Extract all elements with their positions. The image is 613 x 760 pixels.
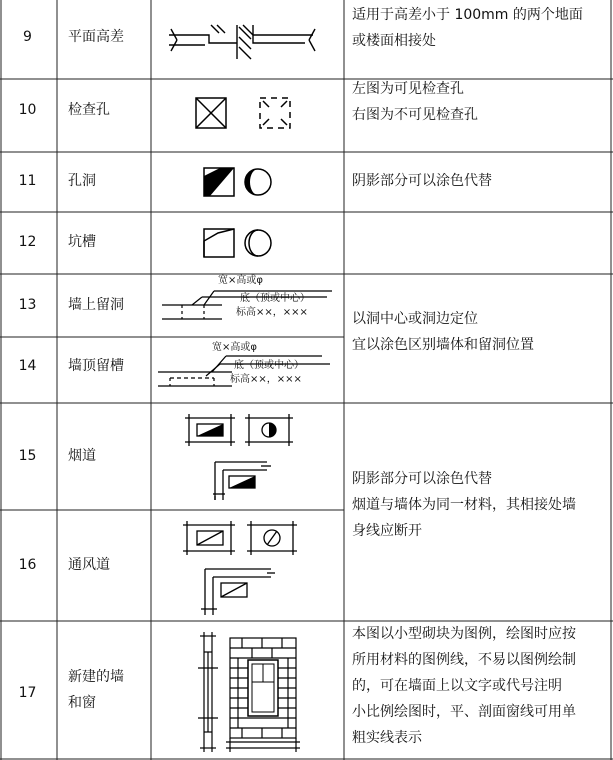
row-9-number: 9 [23,29,32,45]
row-13-number: 13 [18,297,37,313]
row-10-note: 左图为可见检查孔 右图为不可见检查孔 [352,81,478,123]
groove-size-label: 宽×高或φ [212,342,257,353]
row-11-number: 11 [18,173,37,189]
opening-elevation-label: 标高××，××× [236,307,308,318]
opening-bottom-label: 底（顶或中心） [240,293,310,304]
row-15-name: 烟道 [68,448,96,464]
new-wall-and-window-symbol [190,628,310,756]
row-12-number: 12 [18,234,37,250]
row-11-name: 孔洞 [68,173,96,189]
row-13-name: 墙上留洞 [68,297,124,313]
wall-top-groove-symbol [152,338,342,400]
row-14-number: 14 [18,358,37,374]
row-16-name: 通风道 [68,557,110,573]
row-12-name: 坑槽 [68,234,96,250]
row-10-name: 检查孔 [68,102,110,118]
row-9-name: 平面高差 [68,29,124,45]
row-15-number: 15 [18,448,37,464]
row-11-note: 阴影部分可以涂色代替 [352,173,492,189]
pit-groove-symbol [200,227,280,261]
groove-bottom-label: 底（顶或中心） [234,360,304,371]
row-16-number: 16 [18,557,37,573]
opening-symbol [200,166,280,200]
level-difference-symbol [165,15,325,65]
row-15-16-note: 阴影部分可以涂色代替 烟道与墙体为同一材料，其相接处墙 身线应断开 [352,471,576,539]
row-9-note: 适用于高差小于 100mm 的两个地面 或楼面相接处 [352,7,583,49]
ventilation-duct-symbol [175,515,315,619]
row-13-14-note: 以洞中心或洞边定位 宜以涂色区别墙体和留洞位置 [352,311,534,353]
flue-symbol [175,408,315,504]
row-14-name: 墙顶留槽 [68,358,124,374]
wall-opening-symbol [152,275,342,335]
groove-elevation-label: 标高××，××× [230,374,302,385]
opening-size-label: 宽×高或φ [218,275,263,286]
row-17-number: 17 [18,685,37,701]
row-17-name: 新建的墙 和窗 [68,669,124,711]
row-10-number: 10 [18,102,37,118]
row-17-note: 本图以小型砌块为图例，绘图时应按 所用材料的图例线，不易以图例绘制 的，可在墙面上以文字或代号注明 小比例绘图时，平、剖面窗线可用单 粗实线表示 [352,626,576,746]
inspection-hole-symbol [190,95,300,135]
